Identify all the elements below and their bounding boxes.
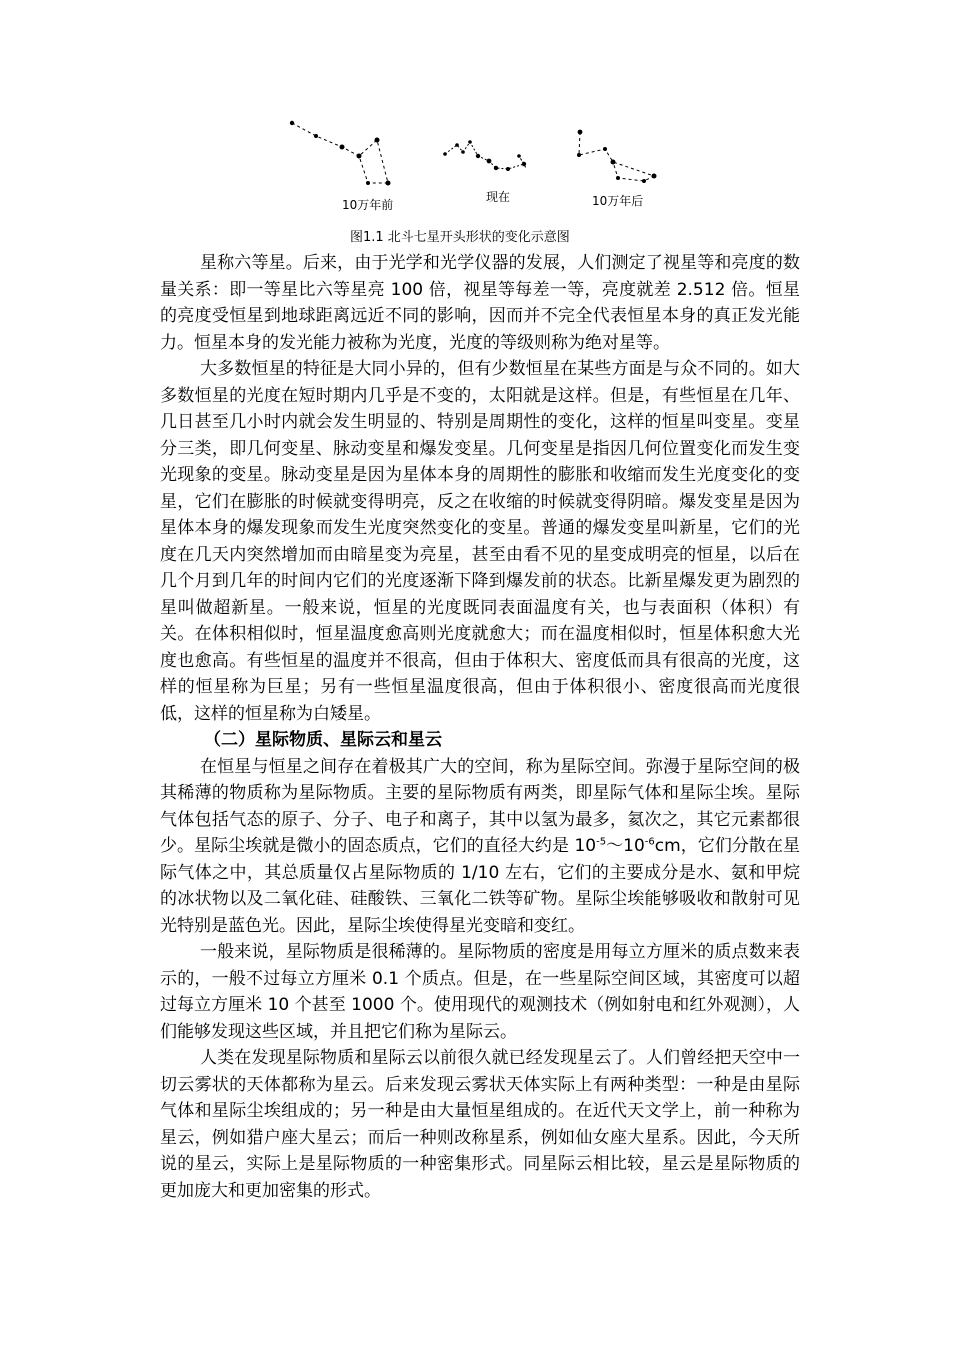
paragraph-5: 人类在发现星际物质和星际云以前很久就已经发现星云了。人们曾经把天空中一切云雾状的天体都称为星云。后来发现云雾状天体实际上有两种类型：一种是由星际气体和星际尘埃组成的；另一种是由大量恒星组成的。在近代天文学上，前一种称为星云，例如猎户座大星云；而后一种则改称星系，例如仙女座大星系。因此，今天所说的星云，实际上是星际物质的一种密集形式。同星际云相比较，星云是星际物质的更加庞大和更加密集的形式。 (160, 1048, 800, 1201)
dipper-stars-now (443, 140, 526, 171)
dipper-stars-after (577, 130, 657, 183)
label-before: 10万年前 (342, 198, 394, 212)
label-after: 10万年后 (592, 194, 644, 208)
paragraph-3-part-3: cm，它们分散在星际气体之中，其总质量仅占星际物质的 1/10 左右，它们的主要成分是水、氨和甲烷的冰状物以及二氧化硅、硅酸铁、三氧化二铁等矿物。星际尘埃能够吸收和散射可见光特别是蓝色光。因此，星际尘埃使得星光变暗和变红。 (160, 836, 800, 936)
figure-caption: 图1.1 北斗七星开头形状的变化示意图 (350, 230, 570, 245)
big-dipper-figure (280, 112, 700, 212)
paragraph-3-part-2: ～10 (606, 836, 645, 856)
body-text (160, 250, 800, 1204)
paragraph-3 (160, 754, 800, 940)
label-now: 现在 (486, 190, 511, 204)
dipper-shape-before (292, 123, 388, 183)
paragraph-4: 一般来说，星际物质是很稀薄的。星际物质的密度是用每立方厘米的质点数来表示的，一般不过每立方厘米 0.1 个质点。但是，在一些星际空间区域，其密度可以超过每立方厘米 10 个甚至 1000 个。使用现代的观测技术（例如射电和红外观测），人们能够发现这些区域，并且把它们称为星际云。 (160, 942, 800, 1042)
paragraph-2: 大多数恒星的特征是大同小异的，但有少数恒星在某些方面是与众不同的。如大多数恒星的光度在短时期内几乎是不变的，太阳就是这样。但是，有些恒星在几年、几日甚至几小时内就会发生明显的、特别是周期性的变化，这样的恒星叫变星。变星分三类，即几何变星、脉动变星和爆发变星。几何变星是指因几何位置变化而发生变光现象的变星。脉动变星是因为星体本身的周期性的膨胀和收缩而发生光度变化的变星，它们在膨胀的时候就变得明亮，反之在收缩的时候就变得阴暗。爆发变星是因为星体本身的爆发现象而发生光度突然变化的变星。普通的爆发变星叫新星，它们的光度在几天内突然增加而由暗星变为亮星，甚至由看不见的星变成明亮的恒星，以后在几个月到几年的时间内它们的光度逐渐下降到爆发前的状态。比新星爆发更为剧烈的星叫做超新星。一般来说，恒星的光度既同表面温度有关，也与表面积（体积）有关。在体积相似时，恒星温度愈高则光度就愈大；而在温度相似时，恒星体积愈大光度也愈高。有些恒星的温度并不很高，但由于体积大、密度低而具有很高的光度，这样的恒星称为巨星；另有一些恒星温度很高，但由于体积很小、密度很高而光度很低，这样的恒星称为白矮星。 (160, 359, 800, 724)
exponent-2: -6 (644, 836, 655, 848)
paragraph-3-part-1: 在恒星与恒星之间存在着极其广大的空间，称为星际空间。弥漫于星际空间的极其稀薄的物质称为星际物质。主要的星际物质有两类，即星际气体和星际尘埃。星际气体包括气态的原子、分子、电子和离子，其中以氢为最多，氦次之，其它元素都很少。星际尘埃就是微小的固态质点，它们的直径大约是 10 (160, 756, 800, 856)
paragraph-1: 星称六等星。后来，由于光学和光学仪器的发展，人们测定了视星等和亮度的数量关系：即一等星比六等星亮 100 倍，视星等每差一等，亮度就差 2.512 倍。恒星的亮度受恒星到地球距离远近不同的影响，因而并不完全代表恒星本身的真正发光能力。恒星本身的发光能力被称为光度，光度的等级则称为绝对星等。 (160, 253, 800, 353)
dipper-shape-after (579, 132, 654, 181)
exponent-1: -5 (596, 836, 607, 848)
section-heading: （二）星际物质、星际云和星云 (204, 730, 442, 750)
